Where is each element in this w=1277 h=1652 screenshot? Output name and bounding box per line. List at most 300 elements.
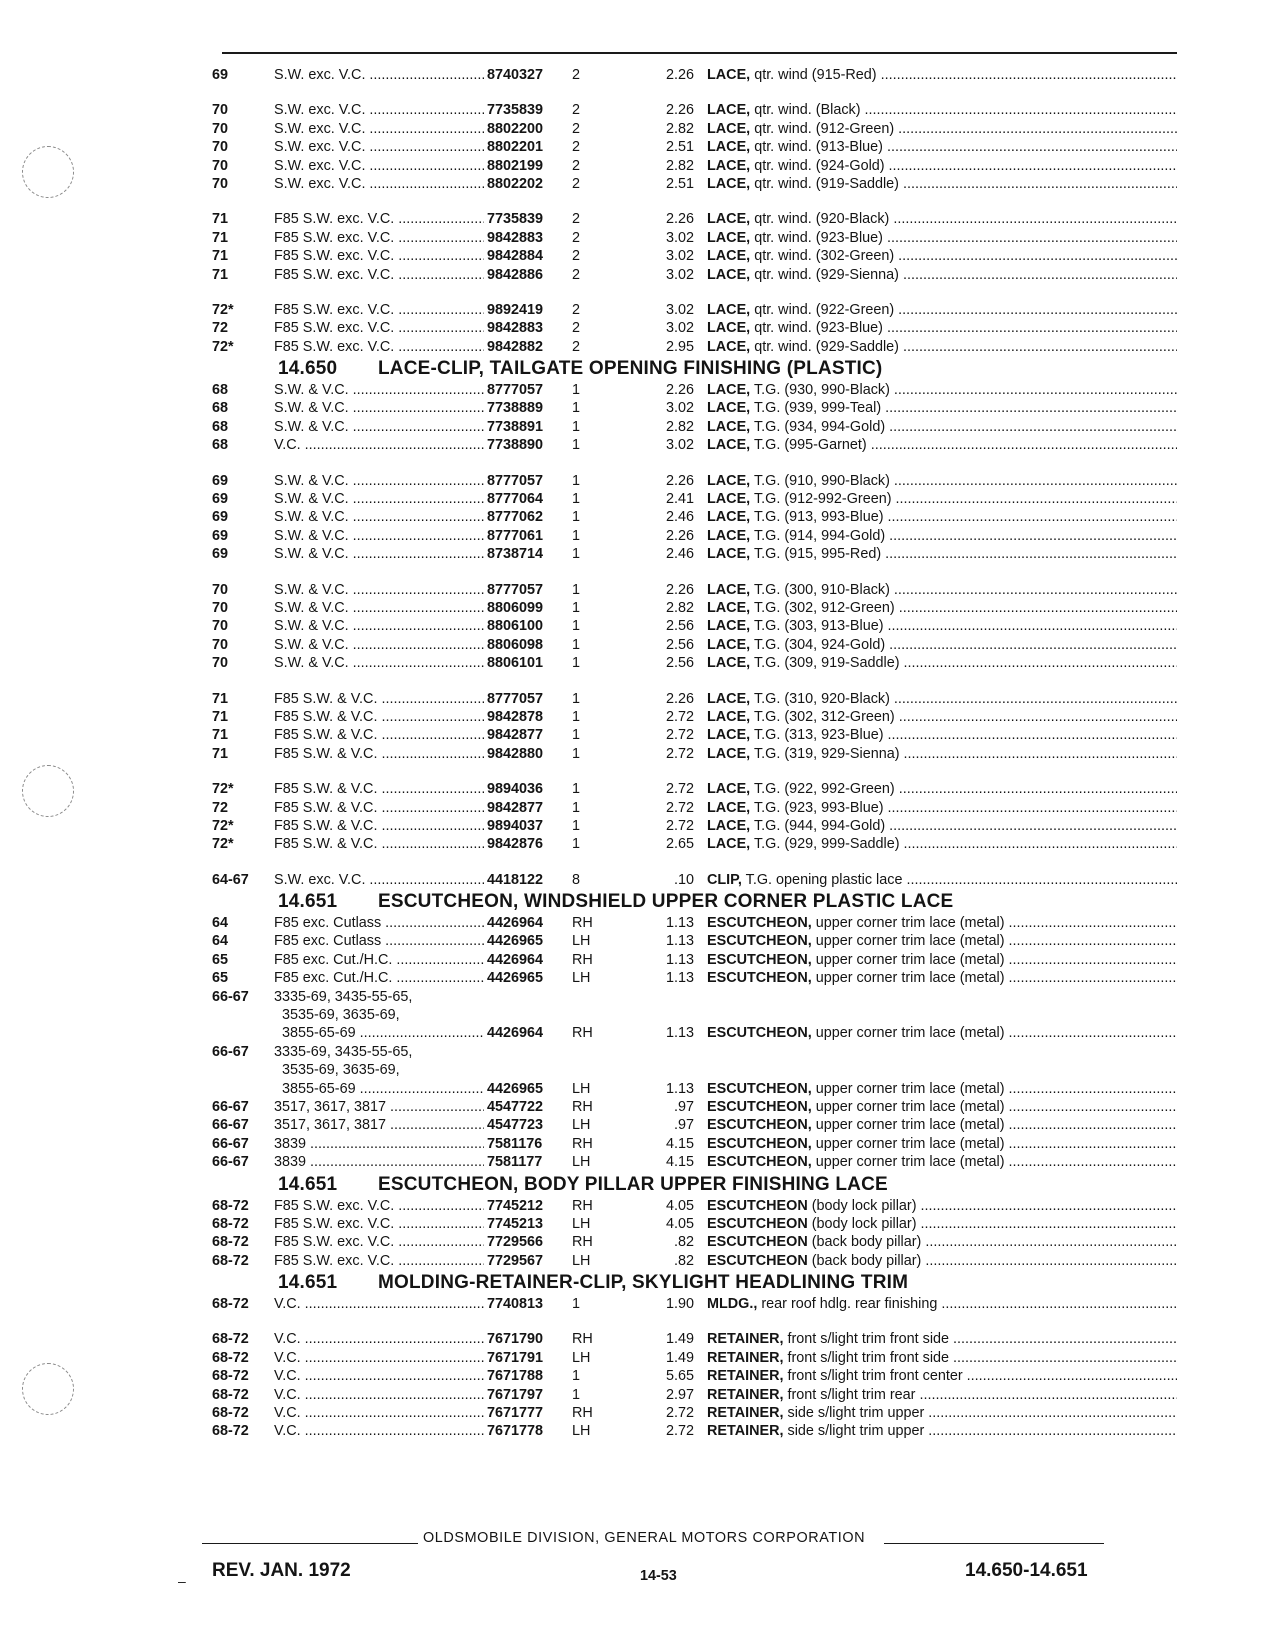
part-number: 7738889 bbox=[487, 400, 544, 417]
part-detail: rear roof hdlg. rear finishing bbox=[761, 1296, 938, 1313]
footer-rule-right bbox=[884, 1543, 1104, 1544]
part-row bbox=[212, 175, 1177, 193]
part-detail: T.G. (300, 910-Black) bbox=[753, 581, 890, 598]
part-number: 8777062 bbox=[487, 509, 544, 526]
application: V.C. ..... bbox=[274, 1404, 484, 1422]
part-name: RETAINER, bbox=[707, 1368, 784, 1385]
row-spacer bbox=[212, 763, 1177, 780]
part-number: 7738890 bbox=[487, 437, 544, 454]
application: F85 S.W. & V.C. ..... bbox=[274, 745, 484, 763]
price: 2.72 bbox=[665, 817, 694, 834]
part-row bbox=[212, 399, 1177, 417]
part-detail: qtr. wind. (924-Gold) bbox=[754, 157, 885, 174]
part-name: LACE, bbox=[707, 320, 751, 337]
description bbox=[707, 1349, 1177, 1367]
quantity: 1 bbox=[572, 618, 581, 635]
model-year: 68-72 bbox=[212, 1296, 249, 1313]
part-detail: (back body pillar) bbox=[811, 1252, 922, 1269]
part-name: LACE, bbox=[707, 509, 751, 526]
row-spacer bbox=[212, 193, 1177, 210]
quantity: RH bbox=[572, 1234, 593, 1251]
part-number: 7671791 bbox=[487, 1349, 544, 1366]
model-year: 72* bbox=[212, 781, 234, 798]
part-number: 4426965 bbox=[487, 933, 544, 950]
quantity: 1 bbox=[572, 636, 581, 653]
part-detail: T.G. (309, 919-Saddle) bbox=[753, 655, 900, 672]
footer-dash-mark: – bbox=[178, 1573, 186, 1589]
price: 2.26 bbox=[665, 382, 694, 399]
part-row bbox=[212, 745, 1177, 763]
part-detail: T.G. (939, 999-Teal) bbox=[753, 400, 882, 417]
part-row bbox=[212, 527, 1177, 545]
price: 1.13 bbox=[665, 1080, 694, 1097]
price: 2.26 bbox=[665, 472, 694, 489]
quantity: RH bbox=[572, 951, 593, 968]
part-number: 9892419 bbox=[487, 301, 544, 318]
part-row bbox=[212, 914, 1177, 932]
part-row bbox=[212, 1252, 1177, 1270]
quantity: LH bbox=[572, 1117, 591, 1134]
price: 3.02 bbox=[665, 400, 694, 417]
part-number: 4426964 bbox=[487, 951, 544, 968]
price: 2.82 bbox=[665, 418, 694, 435]
part-number: 4547723 bbox=[487, 1117, 544, 1134]
model-year: 65 bbox=[212, 951, 229, 968]
quantity: 1 bbox=[572, 1368, 581, 1385]
part-name: LACE, bbox=[707, 599, 751, 616]
part-name: RETAINER, bbox=[707, 1386, 784, 1403]
part-row bbox=[212, 301, 1177, 319]
model-year: 72 bbox=[212, 320, 229, 337]
part-number: 9842883 bbox=[487, 229, 544, 246]
part-number: 9842877 bbox=[487, 799, 544, 816]
description bbox=[707, 1233, 1177, 1251]
part-row bbox=[212, 654, 1177, 672]
application: V.C. ..... bbox=[274, 1386, 484, 1404]
part-name: LACE, bbox=[707, 338, 751, 355]
application: F85 S.W. & V.C. ..... bbox=[274, 780, 484, 798]
price: 2.26 bbox=[665, 211, 694, 228]
quantity: RH bbox=[572, 1197, 593, 1214]
application: F85 S.W. exc. V.C. ..... bbox=[274, 1252, 484, 1270]
description bbox=[707, 545, 1177, 563]
price: 2.41 bbox=[665, 491, 694, 508]
part-name: ESCUTCHEON, bbox=[707, 1154, 812, 1171]
description bbox=[707, 871, 1177, 889]
price: 4.05 bbox=[665, 1197, 694, 1214]
quantity: 2 bbox=[572, 338, 581, 355]
application: S.W. & V.C. ..... bbox=[274, 599, 484, 617]
part-row bbox=[212, 508, 1177, 526]
price: 2.97 bbox=[665, 1386, 694, 1403]
description bbox=[707, 338, 1177, 356]
model-year: 71 bbox=[212, 745, 229, 762]
row-spacer bbox=[212, 854, 1177, 871]
application: V.C. ..... bbox=[274, 1422, 484, 1440]
price: 2.82 bbox=[665, 120, 694, 137]
part-name: LACE, bbox=[707, 708, 751, 725]
part-name: ESCUTCHEON bbox=[707, 1252, 808, 1269]
price: 2.72 bbox=[665, 708, 694, 725]
part-name: LACE, bbox=[707, 266, 751, 283]
model-year: 70 bbox=[212, 599, 229, 616]
part-row bbox=[212, 418, 1177, 436]
part-detail: upper corner trim lace (metal) bbox=[815, 1117, 1005, 1134]
part-detail: T.G. opening plastic lace bbox=[745, 871, 903, 888]
model-year: 68-72 bbox=[212, 1405, 249, 1422]
part-number: 4547722 bbox=[487, 1098, 544, 1115]
part-row bbox=[212, 1349, 1177, 1367]
model-year: 68-72 bbox=[212, 1197, 249, 1214]
part-number: 8740327 bbox=[487, 67, 544, 83]
description bbox=[707, 490, 1177, 508]
part-name: ESCUTCHEON, bbox=[707, 1135, 812, 1152]
description bbox=[707, 527, 1177, 545]
footer-revision: REV. JAN. 1972 bbox=[212, 1560, 351, 1581]
description bbox=[707, 1422, 1177, 1440]
part-number: 8802202 bbox=[487, 175, 544, 192]
part-number: 9894037 bbox=[487, 817, 544, 834]
binder-hole-icon bbox=[22, 1363, 74, 1415]
part-name: ESCUTCHEON, bbox=[707, 1080, 812, 1097]
application: V.C. ..... bbox=[274, 1349, 484, 1367]
part-detail: qtr. wind. (912-Green) bbox=[754, 120, 895, 137]
part-detail: front s/light trim front side bbox=[787, 1349, 950, 1366]
quantity: 1 bbox=[572, 581, 581, 598]
quantity: LH bbox=[572, 1423, 591, 1440]
quantity: LH bbox=[572, 1080, 591, 1097]
part-row bbox=[212, 1422, 1177, 1440]
part-number: 8806101 bbox=[487, 655, 544, 672]
part-number: 4418122 bbox=[487, 871, 544, 888]
price: 1.13 bbox=[665, 933, 694, 950]
part-detail: T.G. (303, 913-Blue) bbox=[753, 618, 884, 635]
part-detail: front s/light trim front side bbox=[787, 1331, 950, 1348]
part-row bbox=[212, 1233, 1177, 1251]
application: F85 S.W. exc. V.C. ..... bbox=[274, 210, 484, 228]
part-name: MLDG., bbox=[707, 1296, 758, 1313]
price: 1.49 bbox=[665, 1331, 694, 1348]
quantity: 1 bbox=[572, 418, 581, 435]
part-number: 9894036 bbox=[487, 781, 544, 798]
part-number: 7671788 bbox=[487, 1368, 544, 1385]
quantity: 2 bbox=[572, 301, 581, 318]
quantity: 1 bbox=[572, 382, 581, 399]
part-row bbox=[212, 101, 1177, 119]
description bbox=[707, 1024, 1177, 1042]
part-number: 9842878 bbox=[487, 708, 544, 725]
description bbox=[707, 817, 1177, 835]
price: 1.90 bbox=[665, 1296, 694, 1313]
quantity: 1 bbox=[572, 799, 581, 816]
application: F85 S.W. & V.C. ..... bbox=[274, 835, 484, 853]
part-name: LACE, bbox=[707, 618, 751, 635]
application: S.W. exc. V.C. ..... bbox=[274, 101, 484, 119]
part-row bbox=[212, 951, 1177, 969]
part-row bbox=[212, 690, 1177, 708]
price: 4.15 bbox=[665, 1135, 694, 1152]
quantity: 1 bbox=[572, 1296, 581, 1313]
part-detail: T.G. (914, 994-Gold) bbox=[753, 527, 886, 544]
model-year: 69 bbox=[212, 67, 229, 83]
price: 2.65 bbox=[665, 836, 694, 853]
quantity: LH bbox=[572, 970, 591, 987]
part-detail: T.G. (934, 994-Gold) bbox=[753, 418, 886, 435]
quantity: 2 bbox=[572, 139, 581, 156]
application: 3855-65-69 ..... bbox=[274, 1080, 484, 1098]
application: S.W. & V.C. ..... bbox=[274, 490, 484, 508]
application: S.W. & V.C. ..... bbox=[274, 508, 484, 526]
quantity: 2 bbox=[572, 320, 581, 337]
quantity: 1 bbox=[572, 546, 581, 563]
application: S.W. exc. V.C. ..... bbox=[274, 157, 484, 175]
part-detail: qtr. wind. (929-Sienna) bbox=[754, 266, 899, 283]
part-name: LACE, bbox=[707, 527, 751, 544]
part-name: LACE, bbox=[707, 229, 751, 246]
description bbox=[707, 951, 1177, 969]
description bbox=[707, 138, 1177, 156]
row-spacer bbox=[212, 455, 1177, 472]
description bbox=[707, 157, 1177, 175]
model-year: 66-67 bbox=[212, 1098, 249, 1115]
description bbox=[707, 381, 1177, 399]
description bbox=[707, 1252, 1177, 1270]
model-year: 66-67 bbox=[212, 988, 249, 1005]
model-year: 71 bbox=[212, 727, 229, 744]
part-detail: T.G. (302, 312-Green) bbox=[753, 708, 895, 725]
model-year: 68-72 bbox=[212, 1331, 249, 1348]
part-detail: upper corner trim lace (metal) bbox=[815, 1098, 1005, 1115]
part-name: LACE, bbox=[707, 745, 751, 762]
part-row bbox=[212, 1080, 1177, 1098]
part-name: LACE, bbox=[707, 301, 751, 318]
quantity: 1 bbox=[572, 727, 581, 744]
price: 2.26 bbox=[665, 102, 694, 119]
part-number: 8738714 bbox=[487, 546, 544, 563]
part-row bbox=[212, 266, 1177, 284]
quantity: RH bbox=[572, 1331, 593, 1348]
part-name: LACE, bbox=[707, 781, 751, 798]
part-row bbox=[212, 1153, 1177, 1171]
model-year: 71 bbox=[212, 211, 229, 228]
description bbox=[707, 914, 1177, 932]
part-row bbox=[212, 1116, 1177, 1134]
footer-section-range: 14.650-14.651 bbox=[965, 1560, 1088, 1581]
part-detail: qtr. wind. (923-Blue) bbox=[754, 320, 883, 337]
model-year: 68 bbox=[212, 400, 229, 417]
part-name: LACE, bbox=[707, 382, 751, 399]
part-name: LACE, bbox=[707, 655, 751, 672]
application: S.W. & V.C. ..... bbox=[274, 545, 484, 563]
application: F85 S.W. exc. V.C. ..... bbox=[274, 1197, 484, 1215]
part-detail: qtr. wind. (929-Saddle) bbox=[754, 338, 899, 355]
model-year: 72* bbox=[212, 817, 234, 834]
description bbox=[707, 1404, 1177, 1422]
model-year: 66-67 bbox=[212, 1135, 249, 1152]
part-row bbox=[212, 581, 1177, 599]
part-detail: upper corner trim lace (metal) bbox=[815, 1154, 1005, 1171]
description bbox=[707, 1153, 1177, 1171]
section-heading bbox=[212, 356, 1177, 381]
quantity: LH bbox=[572, 1154, 591, 1171]
model-year: 65 bbox=[212, 970, 229, 987]
model-year: 68-72 bbox=[212, 1215, 249, 1232]
description bbox=[707, 581, 1177, 599]
part-row bbox=[212, 835, 1177, 853]
price: .82 bbox=[673, 1234, 694, 1251]
application: F85 S.W. exc. V.C. ..... bbox=[274, 247, 484, 265]
footer-rule-left bbox=[202, 1543, 418, 1544]
description bbox=[707, 1197, 1177, 1215]
section-number: 14.650 bbox=[278, 358, 338, 380]
parts-listing bbox=[212, 66, 1177, 1441]
application: V.C. ..... bbox=[274, 1367, 484, 1385]
price: 2.51 bbox=[665, 139, 694, 156]
description bbox=[707, 932, 1177, 950]
part-name: LACE, bbox=[707, 546, 751, 563]
model-year: 69 bbox=[212, 546, 229, 563]
part-row bbox=[212, 636, 1177, 654]
application: S.W. & V.C. ..... bbox=[274, 399, 484, 417]
quantity: 8 bbox=[572, 871, 581, 888]
part-detail: T.G. (912-992-Green) bbox=[753, 491, 892, 508]
part-number: 8806098 bbox=[487, 636, 544, 653]
part-number: 9842882 bbox=[487, 338, 544, 355]
part-detail: T.G. (995-Garnet) bbox=[753, 437, 867, 454]
description bbox=[707, 319, 1177, 337]
application: S.W. exc. V.C. ..... bbox=[274, 138, 484, 156]
description bbox=[707, 745, 1177, 763]
part-number: 7738891 bbox=[487, 418, 544, 435]
quantity: LH bbox=[572, 1252, 591, 1269]
part-row bbox=[212, 436, 1177, 454]
part-number: 8777057 bbox=[487, 382, 544, 399]
part-name: LACE, bbox=[707, 139, 751, 156]
description bbox=[707, 835, 1177, 853]
application: S.W. exc. V.C. ..... bbox=[274, 66, 484, 84]
part-detail: upper corner trim lace (metal) bbox=[815, 1025, 1005, 1042]
part-number: 7740813 bbox=[487, 1296, 544, 1313]
model-year: 70 bbox=[212, 618, 229, 635]
part-name: ESCUTCHEON, bbox=[707, 933, 812, 950]
application: 3517, 3617, 3817 ..... bbox=[274, 1116, 484, 1134]
section-number: 14.651 bbox=[278, 1173, 338, 1195]
application: S.W. & V.C. ..... bbox=[274, 617, 484, 635]
model-year: 71 bbox=[212, 266, 229, 283]
part-row bbox=[212, 780, 1177, 798]
price: 2.46 bbox=[665, 546, 694, 563]
part-row bbox=[212, 66, 1177, 84]
price: 3.02 bbox=[665, 266, 694, 283]
quantity: 2 bbox=[572, 67, 581, 83]
application: 3335-69, 3435-55-65, bbox=[274, 988, 413, 1005]
part-detail: (body lock pillar) bbox=[811, 1197, 917, 1214]
part-number: 7735839 bbox=[487, 102, 544, 119]
part-name: CLIP, bbox=[707, 871, 742, 888]
quantity: 1 bbox=[572, 836, 581, 853]
quantity: 1 bbox=[572, 437, 581, 454]
part-row bbox=[212, 229, 1177, 247]
row-spacer bbox=[212, 84, 1177, 101]
part-number: 9842876 bbox=[487, 836, 544, 853]
description bbox=[707, 175, 1177, 193]
description bbox=[707, 690, 1177, 708]
part-row bbox=[212, 817, 1177, 835]
part-number: 4426964 bbox=[487, 915, 544, 932]
part-detail: T.G. (910, 990-Black) bbox=[753, 472, 890, 489]
application: F85 S.W. & V.C. ..... bbox=[274, 708, 484, 726]
description bbox=[707, 472, 1177, 490]
description bbox=[707, 301, 1177, 319]
quantity: 1 bbox=[572, 1386, 581, 1403]
model-year: 70 bbox=[212, 102, 229, 119]
part-name: RETAINER, bbox=[707, 1423, 784, 1440]
part-name: LACE, bbox=[707, 120, 751, 137]
model-year: 70 bbox=[212, 157, 229, 174]
part-detail: T.G. (930, 990-Black) bbox=[753, 382, 890, 399]
model-year: 70 bbox=[212, 120, 229, 137]
application: S.W. exc. V.C. ..... bbox=[274, 871, 484, 889]
quantity: 1 bbox=[572, 527, 581, 544]
part-name: LACE, bbox=[707, 175, 751, 192]
section-heading bbox=[212, 1172, 1177, 1197]
price: .82 bbox=[673, 1252, 694, 1269]
part-number: 9842880 bbox=[487, 745, 544, 762]
application: V.C. ..... bbox=[274, 436, 484, 454]
part-detail: qtr. wind. (302-Green) bbox=[754, 248, 895, 265]
application: F85 S.W. & V.C. ..... bbox=[274, 817, 484, 835]
part-name: LACE, bbox=[707, 472, 751, 489]
section-number: 14.651 bbox=[278, 891, 338, 913]
part-detail: side s/light trim upper bbox=[787, 1405, 925, 1422]
quantity: LH bbox=[572, 933, 591, 950]
part-detail: upper corner trim lace (metal) bbox=[815, 933, 1005, 950]
application: F85 S.W. & V.C. ..... bbox=[274, 690, 484, 708]
quantity: 1 bbox=[572, 708, 581, 725]
description bbox=[707, 399, 1177, 417]
part-number: 7581177 bbox=[487, 1154, 543, 1171]
price: 2.26 bbox=[665, 690, 694, 707]
application: V.C. ..... bbox=[274, 1295, 484, 1313]
price: 1.13 bbox=[665, 951, 694, 968]
description bbox=[707, 66, 1177, 84]
part-number: 9842883 bbox=[487, 320, 544, 337]
application: S.W. & V.C. ..... bbox=[274, 654, 484, 672]
part-row bbox=[212, 599, 1177, 617]
part-number: 7671797 bbox=[487, 1386, 544, 1403]
quantity: 1 bbox=[572, 491, 581, 508]
part-number: 7671790 bbox=[487, 1331, 544, 1348]
part-row bbox=[212, 871, 1177, 889]
description bbox=[707, 1080, 1177, 1098]
row-spacer bbox=[212, 673, 1177, 690]
description bbox=[707, 229, 1177, 247]
application: S.W. exc. V.C. ..... bbox=[274, 120, 484, 138]
model-year: 69 bbox=[212, 472, 229, 489]
model-year: 72* bbox=[212, 338, 234, 355]
application: F85 S.W. & V.C. ..... bbox=[274, 799, 484, 817]
part-name: ESCUTCHEON bbox=[707, 1215, 808, 1232]
part-row bbox=[212, 988, 1177, 1006]
part-name: LACE, bbox=[707, 418, 751, 435]
quantity: 2 bbox=[572, 211, 581, 228]
description bbox=[707, 1116, 1177, 1134]
part-name: LACE, bbox=[707, 817, 751, 834]
model-year: 70 bbox=[212, 581, 229, 598]
application: 3855-65-69 ..... bbox=[274, 1024, 484, 1042]
part-name: ESCUTCHEON, bbox=[707, 1098, 812, 1115]
application: F85 exc. Cut./H.C. ..... bbox=[274, 951, 484, 969]
